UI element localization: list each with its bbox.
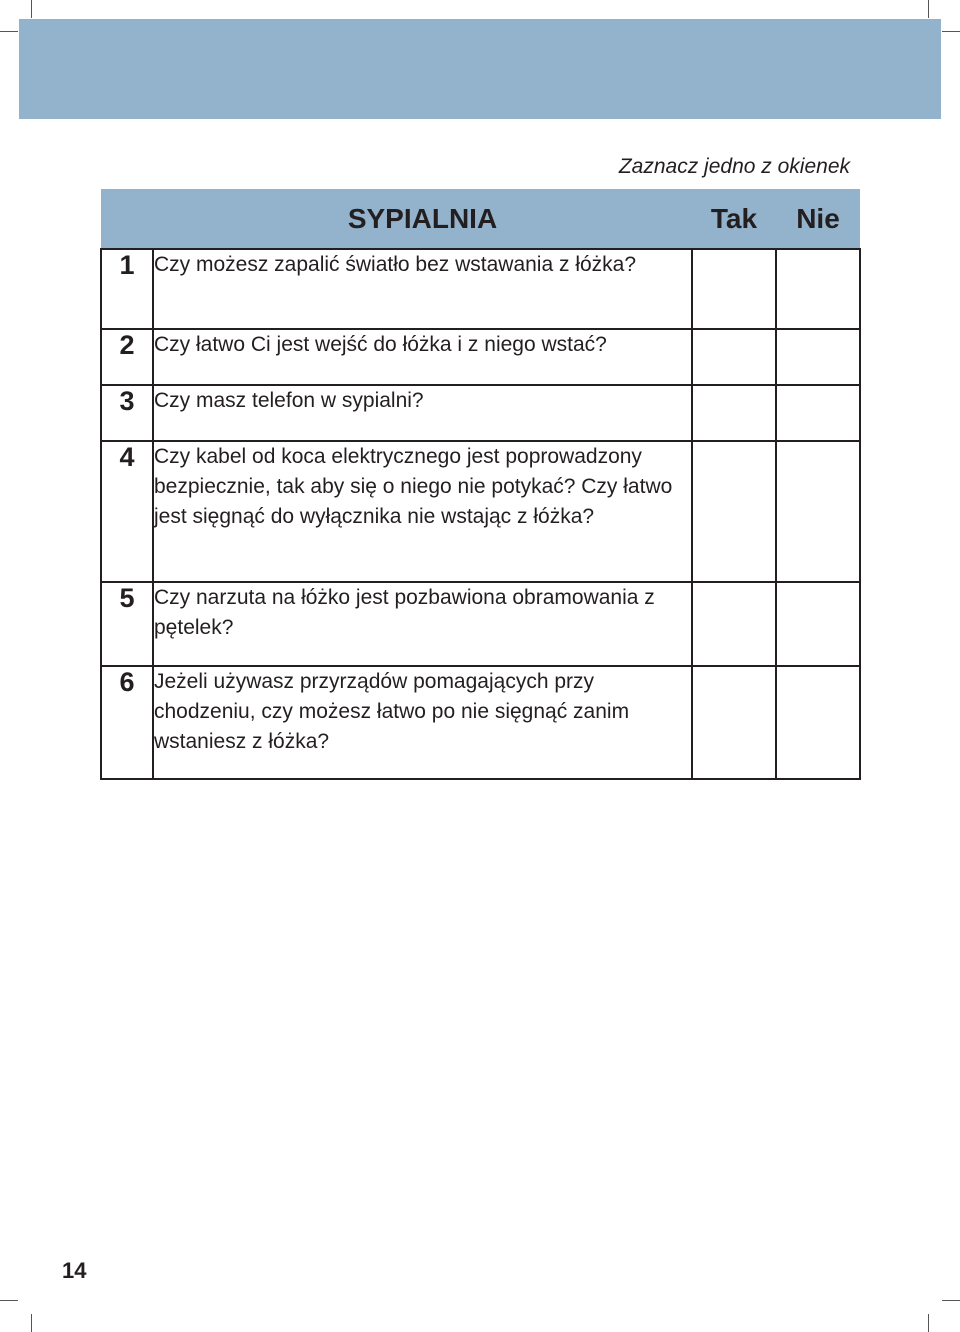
table-header-row — [101, 189, 860, 249]
column-header-yes: Tak — [692, 189, 776, 249]
crop-mark — [31, 0, 32, 18]
row-number: 2 — [101, 329, 153, 385]
no-checkbox[interactable] — [776, 441, 860, 582]
yes-checkbox[interactable] — [692, 441, 776, 582]
crop-mark — [31, 1314, 32, 1332]
no-checkbox[interactable] — [776, 249, 860, 329]
checklist-table — [100, 189, 861, 780]
question-text: Czy narzuta na łóżko jest pozbawiona obramowania z pętelek? — [153, 582, 692, 666]
yes-checkbox[interactable] — [692, 329, 776, 385]
header-spacer — [101, 189, 153, 249]
crop-mark — [942, 31, 960, 32]
table-row — [101, 329, 860, 385]
yes-checkbox[interactable] — [692, 582, 776, 666]
page-number: 14 — [62, 1258, 87, 1283]
table-row — [101, 385, 860, 441]
table-row — [101, 441, 860, 582]
no-checkbox[interactable] — [776, 329, 860, 385]
crop-mark — [0, 1300, 18, 1301]
table-row — [101, 249, 860, 329]
instruction-text: Zaznacz jedno z okienek — [618, 155, 850, 178]
table-row — [101, 666, 860, 779]
question-text: Czy kabel od koca elektrycznego jest poprowadzony bezpiecznie, tak aby się o niego nie potykać? Czy łatwo jest sięgnąć do wyłącznika nie wstając z łóżka? — [153, 441, 692, 582]
row-number: 4 — [101, 441, 153, 582]
crop-mark — [928, 0, 929, 18]
question-text: Czy łatwo Ci jest wejść do łóżka i z niego wstać? — [153, 329, 692, 385]
row-number: 5 — [101, 582, 153, 666]
header-band — [19, 19, 941, 119]
no-checkbox[interactable] — [776, 582, 860, 666]
row-number: 1 — [101, 249, 153, 329]
question-text: Jeżeli używasz przyrządów pomagających przy chodzeniu, czy możesz łatwo po nie sięgnąć zanim wstaniesz z łóżka? — [153, 666, 692, 779]
yes-checkbox[interactable] — [692, 666, 776, 779]
crop-mark — [928, 1314, 929, 1332]
no-checkbox[interactable] — [776, 385, 860, 441]
crop-mark — [0, 31, 18, 32]
table-title: SYPIALNIA — [153, 189, 692, 249]
table-row — [101, 582, 860, 666]
row-number: 6 — [101, 666, 153, 779]
question-text: Czy możesz zapalić światło bez wstawania z łóżka? — [153, 249, 692, 329]
column-header-no: Nie — [776, 189, 860, 249]
row-number: 3 — [101, 385, 153, 441]
no-checkbox[interactable] — [776, 666, 860, 779]
question-text: Czy masz telefon w sypialni? — [153, 385, 692, 441]
yes-checkbox[interactable] — [692, 249, 776, 329]
crop-mark — [942, 1300, 960, 1301]
yes-checkbox[interactable] — [692, 385, 776, 441]
